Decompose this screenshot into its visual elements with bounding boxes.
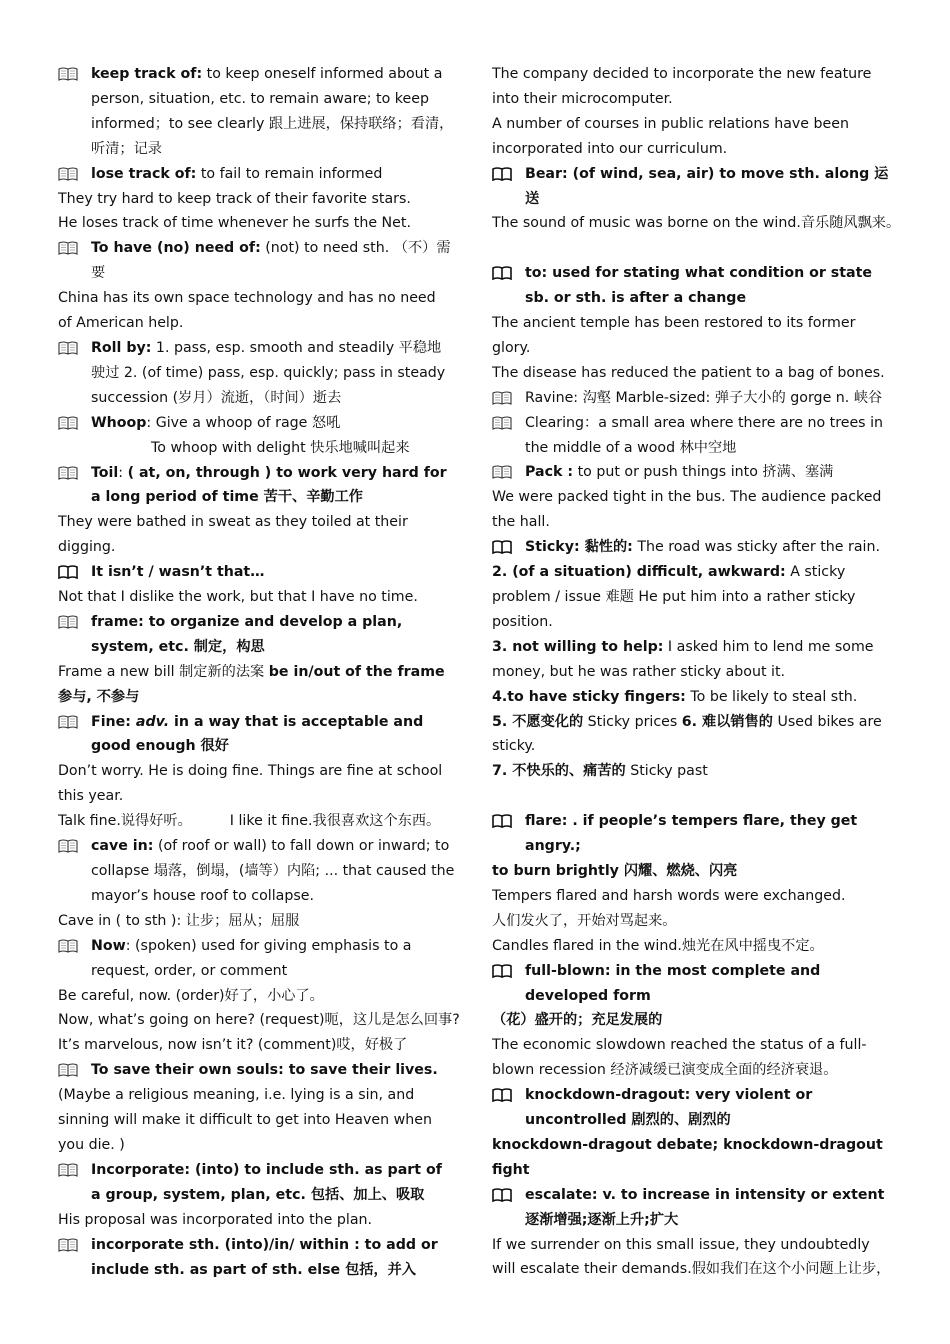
example-sentence: Candles flared in the wind.烛光在风中摇曳不定。 [492,937,824,954]
entry-headword: Toil [91,464,119,481]
entry-headword: To have (no) need of: [91,240,261,257]
entry-headword: incorporate sth. (into)/in/ within : to add or [91,1236,438,1253]
example-sentence: 2. (of a situation) difficult, awkward: A sticky [492,564,846,581]
book-icon [58,1163,78,1177]
book-icon [492,465,512,479]
example-sentence: the hall. [492,514,550,531]
example-sentence: The disease has reduced the patient to a bag of bones. [492,364,885,381]
entry-headword: To save their own souls: to save their lives. [91,1062,438,1079]
entry-fine: Fine: adv. in a way that is acceptable and good enough 很好 [58,710,468,760]
book-icon [58,1238,78,1252]
entry-toil: Toil: ( at, on, through ) to work very hard for a long period of time 苦干、辛勤工作 [58,461,468,511]
example-sentence: Tempers flared and harsh words were exchanged. [492,887,846,904]
example-sentence: incorporated into our curriculum. [492,140,728,157]
entry-headword: flare: . if people’s tempers flare, they get [525,813,858,830]
example-sentence: His proposal was incorporated into the plan. [58,1211,373,1228]
entry-flare: flare: . if people’s tempers flare, they get angry.; [492,809,900,859]
book-icon [492,814,512,828]
entry-whoop: Whoop: Give a whoop of rage 怒吼 To whoop with delight 快乐地喊叫起来 [58,411,468,461]
example-sentence: 参与, 不参与 [58,688,140,705]
example-sentence: Be careful, now. (order)好了，小心了。 [58,987,324,1004]
example-sentence: The company decided to incorporate the new feature [492,66,872,82]
entry-headword: Now [91,937,126,954]
example-sentence: Now, what’s going on here? (request)呃，这儿是怎么回事? [58,1012,460,1029]
example-sentence: The sound of music was borne on the wind.音乐随风飘来。 [492,215,901,232]
example-sentence: He loses track of time whenever he surfs the Net. [58,215,411,232]
entry-headword: Pack : [525,464,574,481]
example-sentence: of American help. [58,315,184,332]
example-sentence: The ancient temple has been restored to its former [492,315,856,332]
book-icon [492,964,512,978]
entry-headword: Fine: [91,713,136,730]
example-sentence: 4.to have sticky fingers: To be likely to steal sth. [492,688,858,705]
book-icon [58,839,78,853]
entry-pack: Pack : to put or push things into 挤满、塞满 [492,460,900,485]
book-icon [492,1088,512,1102]
left-column [58,62,468,1282]
example-sentence: It’s marvelous, now isn’t it? (comment)哎，好极了 [58,1037,408,1054]
entry-bear: Bear: (of wind, sea, air) to move sth. along 运 送 [492,162,900,212]
book-icon [58,67,78,81]
example-sentence: knockdown-dragout debate; knockdown-dragout [492,1136,883,1153]
entry-headword: Sticky: 黏性的: [525,539,633,556]
entry-now: Now: (spoken) used for giving emphasis to a request, order, or comment [58,934,468,984]
entry-headword: It isn’t / wasn’t that… [91,564,265,581]
book-icon [58,341,78,355]
example-sentence: glory. [492,339,531,356]
entry-headword: keep track of: [91,66,203,82]
example-sentence: position. [492,613,553,630]
entry-save-souls [58,1058,468,1083]
entry-sticky: Sticky: 黏性的: The road was sticky after the rain. [492,535,900,560]
book-icon [492,1188,512,1202]
entry-headword: Bear: (of wind, sea, air) to move sth. along 运 [525,165,889,182]
entry-headword: cave in: [91,838,154,855]
entry-have-need-of: To have (no) need of: (not) to need sth. （不）需 要 [58,236,468,286]
example-sentence: to burn brightly 闪耀、燃烧、闪亮 [492,862,738,879]
book-icon [58,416,78,430]
example-sentence: will escalate their demands.假如我们在这个小问题上让步， [492,1261,891,1278]
example-sentence: sinning will make it difficult to get into Heaven when [58,1112,432,1129]
example-sentence: digging. [58,539,116,556]
example-sentence: 人们发火了，开始对骂起来。 [492,912,677,929]
book-icon [58,565,78,579]
example-sentence: fight [492,1161,530,1178]
example-sentence: Cave in ( to sth ): 让步；屈从；屈服 [58,912,300,929]
example-sentence: They try hard to keep track of their favorite stars. [58,190,411,207]
example-sentence: into their microcomputer. [492,90,673,107]
example-sentence: We were packed tight in the bus. The audience packed [492,489,882,506]
example-sentence: Frame a new bill 制定新的法案 be in/out of the frame [58,663,445,680]
example-sentence: If we surrender on this small issue, they undoubtedly [492,1236,870,1253]
example-sentence: sticky. [492,738,536,755]
example-sentence: Don’t worry. He is doing fine. Things are fine at school [58,763,443,780]
entry-ravine: Ravine: 沟壑 Marble-sized: 弹子大小的 gorge n. 峡谷 [492,386,900,411]
entry-to: to: used for stating what condition or state sb. or sth. is after a change [492,261,900,311]
example-sentence: (Maybe a religious meaning, i.e. lying is a sin, and [58,1087,415,1104]
entry-headword: Incorporate: (into) to include sth. as part of [91,1161,442,1178]
entry-full-blown: full-blown: in the most complete and developed form [492,959,900,1009]
entry-headword: Roll by: [91,339,152,356]
entry-roll-by: Roll by: 1. pass, esp. smooth and steadily 平稳地 驶过 2. (of time) pass, esp. quickly; pass in steady succession (岁月）流逝，（时间）逝去 [58,336,468,411]
example-sentence: problem / issue 难题 He put him into a rather sticky [492,589,856,606]
entry-incorporate: Incorporate: (into) to include sth. as part of a group, system, plan, etc. 包括、加上、吸取 [58,1158,468,1208]
book-icon [58,466,78,480]
example-sentence: They were bathed in sweat as they toiled at their [58,514,408,531]
book-icon [492,167,512,181]
example-sentence: 7. 不快乐的、痛苦的 Sticky past [492,763,708,780]
example-sentence: blown recession 经济减缓已演变成全面的经济衰退。 [492,1062,838,1079]
entry-lose-track-of: lose track of: to fail to remain informed [58,162,468,187]
entry-frame: frame: to organize and develop a plan, system, etc. 制定，构思 [58,610,468,660]
entry-keep-track-of: keep track of: to keep oneself informed about a person, situation, etc. to remain aware; to keep informed；to see clearly 跟上进展，保持联络；看清， 听清；记录 [58,62,468,162]
book-icon [492,266,512,280]
example-sentence: （花）盛开的；充足发展的 [492,1012,663,1029]
example-sentence: 5. 不愿变化的 Sticky prices 6. 难以销售的 Used bikes are [492,713,882,730]
book-icon [58,1063,78,1077]
book-icon [58,241,78,255]
entry-headword: frame: to organize and develop a plan, [91,613,403,630]
book-icon [58,715,78,729]
book-icon [492,540,512,554]
book-icon [58,615,78,629]
entry-clearing: Clearing：a small area where there are no trees in the middle of a wood 林中空地 [492,411,900,461]
entry-escalate: escalate: v. to increase in intensity or extent 逐渐增强;逐渐上升;扩大 [492,1183,900,1233]
book-icon [58,939,78,953]
entry-incorporate-sth: incorporate sth. (into)/in/ within : to add or include sth. as part of sth. else 包括，并入 [58,1233,468,1283]
entry-cave-in: cave in: (of roof or wall) to fall down or inward; to collapse 塌落，倒塌，(墙等）内陷; ... that caused the mayor’s house roof to collapse. [58,834,468,909]
example-sentence: Talk fine.说得好听。 I like it fine.我很喜欢这个东西。 [58,813,441,830]
example-sentence: China has its own space technology and has no need [58,290,436,307]
book-icon [492,416,512,430]
entry-headword: knockdown-dragout: very violent or [525,1087,813,1104]
entry-headword: to: used for stating what condition or state [525,265,872,282]
book-icon [58,167,78,181]
example-sentence: money, but he was rather sticky about it. [492,663,786,680]
example-sentence: you die. ) [58,1136,125,1153]
example-sentence: 3. not willing to help: I asked him to lend me some [492,638,874,655]
book-icon [492,391,512,405]
entry-knockdown-dragout: knockdown-dragout: very violent or uncontrolled 剧烈的、剧烈的 [492,1083,900,1133]
entry-headword: Whoop [91,414,147,431]
example-sentence: this year. [58,788,124,805]
example-sentence: Not that I dislike the work, but that I have no time. [58,589,418,606]
entry-it-isnt-that [58,560,468,585]
entry-headword: escalate: v. to increase in intensity or extent [525,1186,885,1203]
right-column [492,62,900,1282]
example-sentence: The economic slowdown reached the status of a full- [492,1037,867,1054]
example-sentence: A number of courses in public relations have been [492,115,849,132]
entry-headword: lose track of: [91,165,197,182]
entry-headword: full-blown: in the most complete and [525,962,821,979]
